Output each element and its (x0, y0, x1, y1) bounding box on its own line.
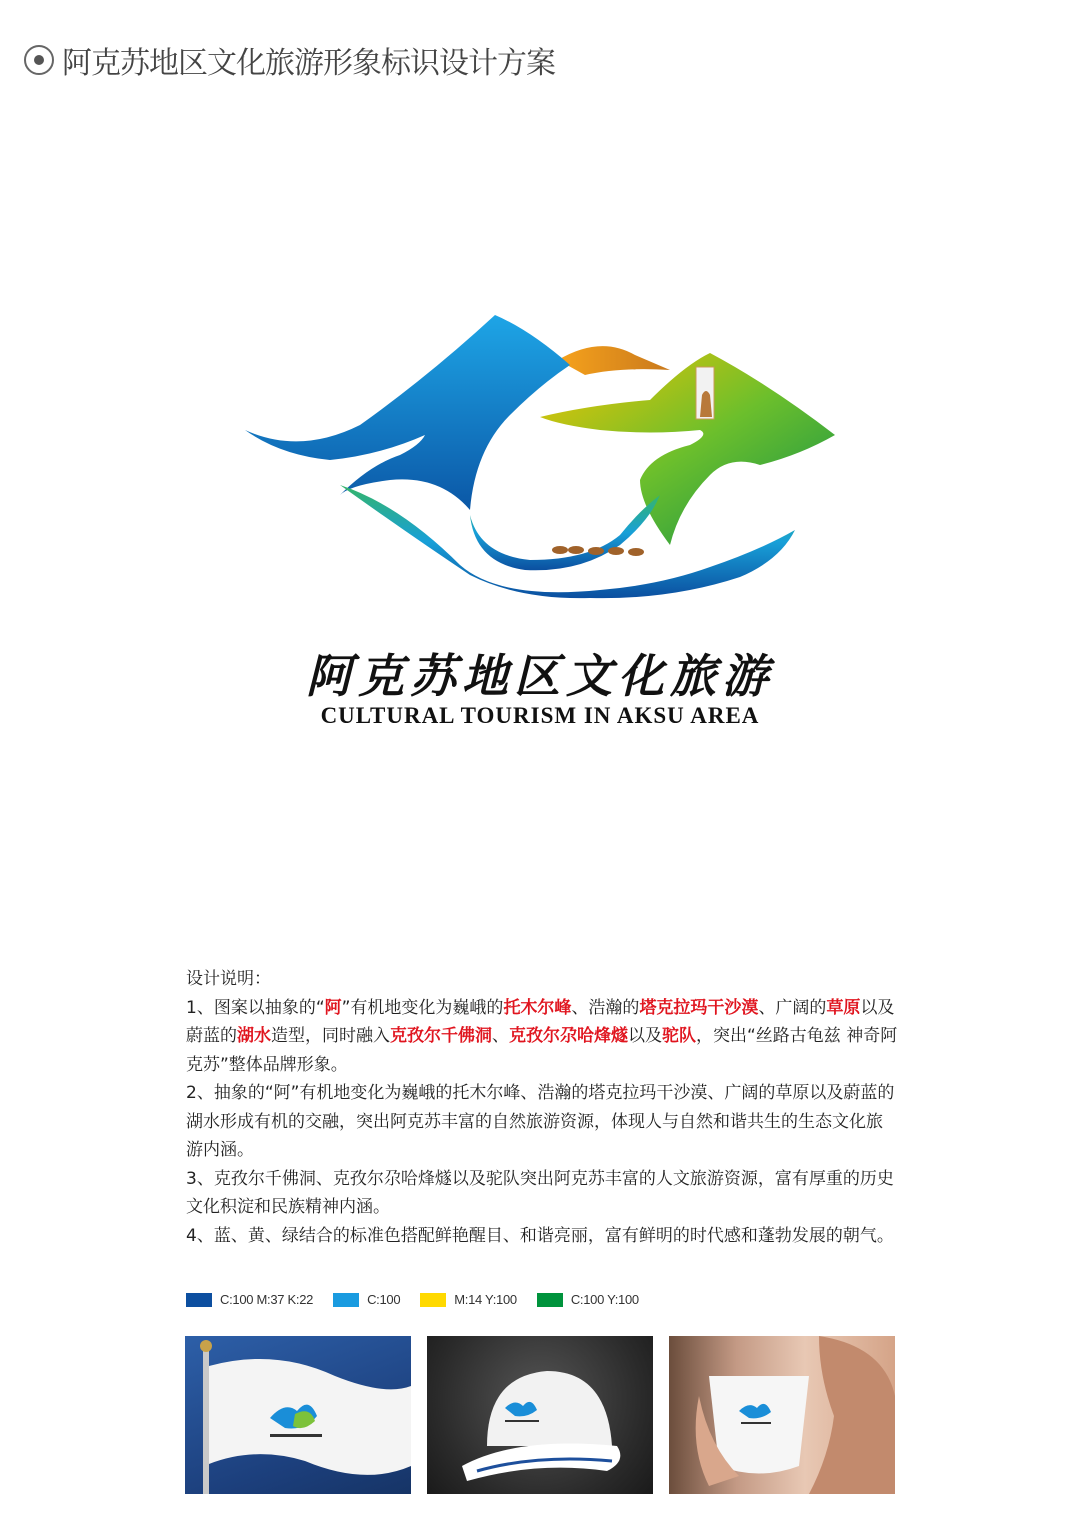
green-mountain (540, 353, 835, 545)
color-label: M:14 Y:100 (454, 1292, 517, 1307)
blue-mountain (245, 315, 570, 510)
page-title: 阿克苏地区文化旅游形象标识设计方案 (62, 46, 555, 81)
highlight-text: 驼队 (662, 1026, 696, 1046)
camel-caravan (552, 546, 644, 556)
description-text: ”有机地变化为巍峨的 (341, 997, 504, 1018)
highlight-text: 草原 (826, 997, 861, 1018)
logo-title-en: CULTURAL TOURISM IN AKSU AREA (320, 703, 760, 728)
page-header (24, 38, 555, 82)
highlight-text: 托木尔峰 (503, 997, 572, 1018)
color-swatch (537, 1292, 639, 1307)
description-heading: 设计说明： (186, 969, 271, 989)
highlight-text: 塔克拉玛干沙漠 (639, 997, 759, 1018)
color-label: C:100 Y:100 (570, 1292, 639, 1307)
color-chip (420, 1293, 446, 1307)
description-text: 、广阔的 (758, 997, 827, 1018)
highlight-text: 阿 (324, 997, 342, 1018)
description-text: 以及 (628, 1026, 662, 1046)
description-text: ，突出“丝路古龟兹 神奇阿克苏”整体品牌形象。 (186, 1026, 898, 1075)
color-label: C:100 M:37 K:22 (220, 1292, 314, 1307)
design-description (186, 965, 898, 1250)
color-chip (186, 1293, 212, 1307)
description-para-3: 3、克孜尔千佛洞、克孜尔尕哈烽燧以及驼队突出阿克苏丰富的人文旅游资源，富有厚重的历史文化积淀和民族精神内涵。 (186, 1168, 894, 1217)
color-swatch (420, 1292, 517, 1307)
description-text: 、 (492, 1026, 509, 1046)
description-para-2: 2、抽象的“阿”有机地变化为巍峨的托木尔峰、浩瀚的塔克拉玛干沙漠、广阔的草原以及蔚蓝的湖水形成有机的交融，突出阿克苏丰富的自然旅游资源，体现人与自然和谐共生的生态文化旅游内涵。 (186, 1083, 895, 1160)
color-swatch (333, 1292, 400, 1307)
cap-mockup (427, 1336, 653, 1494)
target-icon (24, 45, 54, 75)
description-text: 以及蔚蓝的 (186, 997, 895, 1046)
color-chip (537, 1293, 563, 1307)
highlight-text: 克孜尔千佛洞 (390, 1026, 492, 1046)
description-text: 、浩瀚的 (571, 997, 640, 1018)
description-para-4: 4、蓝、黄、绿结合的标准色搭配鲜艳醒目、和谐亮丽，富有鲜明的时代感和蓬勃发展的朝气。 (186, 1225, 894, 1246)
desert-dune (558, 346, 670, 375)
description-text: 造型，同时融入 (271, 1026, 390, 1046)
flag-mockup (185, 1336, 411, 1494)
color-label: C:100 (367, 1292, 401, 1307)
color-chip (333, 1293, 359, 1307)
river-curve (470, 495, 660, 570)
description-para-1 (186, 994, 898, 1080)
highlight-text: 克孜尔尕哈烽燧 (509, 1026, 628, 1046)
color-swatch (186, 1292, 313, 1307)
color-swatches (186, 1292, 659, 1307)
logo-emblem (240, 305, 840, 605)
description-text: 1、图案以抽象的“ (186, 997, 325, 1018)
river-swoosh (340, 485, 795, 598)
cup-mockup (669, 1336, 895, 1494)
highlight-text: 湖水 (237, 1026, 271, 1046)
logo-title-cn: 阿克苏地区文化旅游 (306, 649, 774, 703)
